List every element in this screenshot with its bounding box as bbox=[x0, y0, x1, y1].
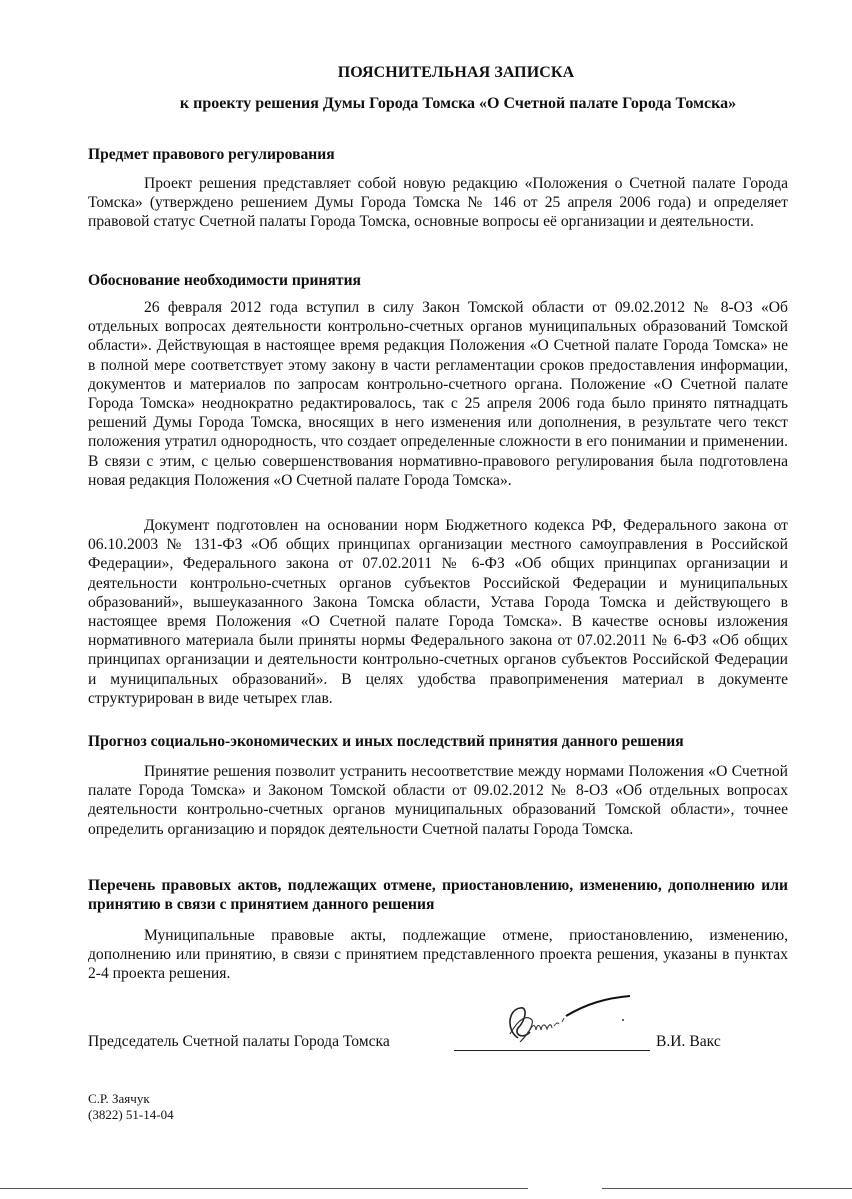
paragraph-forecast: Принятие решения позволит устранить несоответствие между нормами Положения «О Счетной палате Города Томска» и Законом Томской области от 09.02.2012 № 8-ОЗ «Об отдельных вопросах деятельности контрольно-счетных органов муниципальных образований Томской области», точнее определить организацию и порядок деятельности Счетной палаты Города Томска. bbox=[88, 763, 788, 838]
scan-edge-line-right bbox=[602, 1188, 852, 1189]
paragraph-subject: Проект решения представляет собой новую редакцию «Положения о Счетной палате Города Томска» (утверждено решением Думы Города Томска № 146 от 25 апреля 2006 года) и определяет правовой статус Счетной палаты Города Томска, основные вопросы её организации и деятельности. bbox=[88, 175, 788, 231]
contact-name: С.Р. Заячук bbox=[88, 1091, 150, 1106]
signatory-name: В.И. Вакс bbox=[656, 1033, 721, 1050]
scan-edge-line-left bbox=[0, 1188, 528, 1189]
contact-phone: (3822) 51-14-04 bbox=[88, 1107, 174, 1122]
signatory-position: Председатель Счетной палаты Города Томска bbox=[88, 1033, 390, 1050]
section-heading-justification: Обоснование необходимости принятия bbox=[88, 272, 361, 289]
document-subtitle: к проекту решения Думы Города Томска «О Счетной палате Города Томска» bbox=[179, 95, 737, 112]
contact-block bbox=[88, 1091, 174, 1123]
paragraph-justification-1: 26 февраля 2012 года вступил в силу Закон Томской области от 09.02.2012 № 8-ОЗ «Об отдельных вопросах деятельности контрольно-счетных органов муниципальных образований Томской области». Действующая в настоящее время редакция Положения «О Счетной палате Города Томска» не в полной мере соответствует этому закону в части регламентации сроков предоставления информации, документов и материалов по запросам контрольно-счетного органа. Положение «О Счетной палате Города Томска» неоднократно редактировалось, так с 25 апреля 2006 года было принято пятнадцать решений Думы Города Томска, вносящих в него изменения или дополнения, в результате чего текст положения утратил однородность, что создает определенные сложности в его понимании и применении. В связи с этим, с целью совершенствования нормативно-правового регулирования была подготовлена новая редакция Положения «О Счетной палате Города Томска». bbox=[88, 299, 788, 489]
section-heading-legal-acts: Перечень правовых актов, подлежащих отмене, приостановлению, изменению, дополнению или принятию в связи с принятием данного решения bbox=[88, 877, 788, 913]
document-title: ПОЯСНИТЕЛЬНАЯ ЗАПИСКА bbox=[337, 64, 575, 81]
paragraph-legal-acts: Муниципальные правовые акты, подлежащие отмене, приостановлению, изменению, дополнению или принятию, в связи с принятием представленного проекта решения, указаны в пунктах 2-4 проекта решения. bbox=[88, 927, 788, 983]
signature-line bbox=[454, 1050, 650, 1051]
signature-row bbox=[88, 1033, 788, 1057]
section-heading-subject: Предмет правового регулирования bbox=[88, 146, 335, 163]
paragraph-justification-2: Документ подготовлен на основании норм Бюджетного кодекса РФ, Федерального закона от 06.10.2003 № 131-ФЗ «Об общих принципах организации местного самоуправления в Российской Федерации», Федерального закона от 07.02.2011 № 6-ФЗ «Об общих принципах организации и деятельности контрольно-счетных органов субъектов Российской Федерации и муниципальных образований», вышеуказанного Закона Томска области, Устава Города Томска и действующего в настоящее время Положения «О Счетной палате Города Томска». В качестве основы изложения нормативного материала были приняты нормы Федерального закона от 07.02.2011 № 6-ФЗ «Об общих принципах организации и деятельности контрольно-счетных органов субъектов Российской Федерации и муниципальных образований». В целях удобства правоприменения материал в документе структурирован в виде четырех глав. bbox=[88, 517, 788, 707]
section-heading-forecast: Прогноз социально-экономических и иных последствий принятия данного решения bbox=[88, 733, 684, 750]
